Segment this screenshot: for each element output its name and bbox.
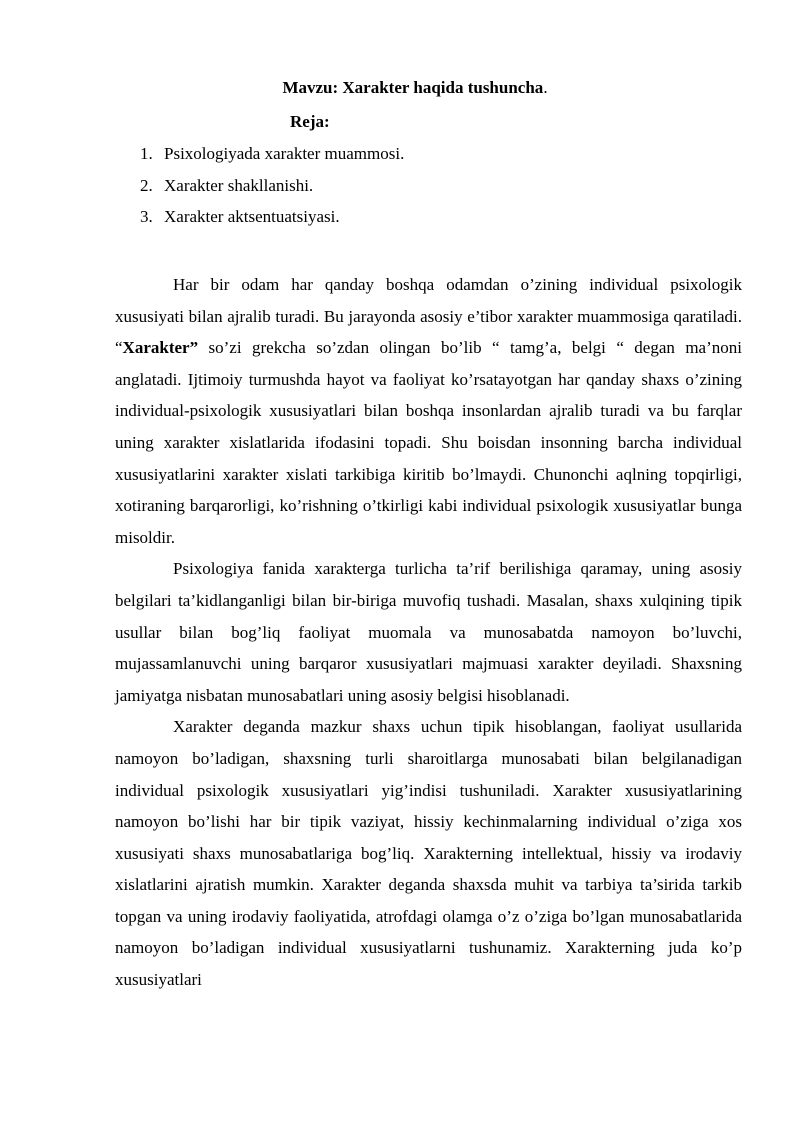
plan-item-number: 1. bbox=[140, 144, 153, 163]
plan-item bbox=[140, 176, 404, 208]
page-title bbox=[0, 78, 800, 98]
paragraph-text: Har bir odam har qanday boshqa odamdan o’zining individual psixologik xususiyati bilan ajralib turadi. Bu jarayonda asosiy e’tibor xarakter muammosiga qaratiladi. “ bbox=[115, 275, 742, 358]
paragraph bbox=[115, 269, 742, 553]
page-title-text: Mavzu: Xarakter haqida tushuncha bbox=[282, 78, 544, 97]
plan-item-number: 3. bbox=[140, 207, 153, 226]
plan-item bbox=[140, 207, 404, 239]
paragraph: Psixologiya fanida xarakterga turlicha ta’rif berilishiga qaramay, uning asosiy belgilari ta’kidlanganligi bilan bir-biriga muvofiq tushadi. Masalan, shaxs xulqining tipik usullar bilan bog’liq faoliyat muomala va munosabatda namoyon bo’luvchi, mujassamlanuvchi uning barqaror xususiyatlari majmuasi xarakter deyiladi. Shaxsning jamiyatga nisbatan munosabatlari uning asosiy belgisi hisoblanadi. bbox=[115, 559, 742, 705]
paragraph-bold-term: Xarakter” bbox=[122, 338, 199, 358]
page-title-period: . bbox=[543, 78, 548, 97]
plan-item-number: 2. bbox=[140, 175, 153, 195]
paragraph: Xarakter deganda mazkur shaxs uchun tipik hisoblangan, faoliyat usullarida namoyon bo’ladigan, shaxsning turli sharoitlarga munosabati bilan belgilanadigan individual psixologik xususiyatlari yig’indisi tushuniladi. Xarakter xususiyatlarining namoyon bo’lishi har bir tipik vaziyat, hissiy kechinmalarning individual o’ziga xos xususiyati shaxs munosabatlariga bog’liq. Xarakterning intellektual, hissiy va irodaviy xislatlarini ajratish mumkin. Xarakter deganda shaxsda muhit va tarbiya ta’sirida tarkib topgan va uning irodaviy faoliyatida, atrofdagi olamga o’z o’ziga bo’lgan munosabatlarida namoyon bo’ladigan individual xususiyatlarni tushunamiz. Xarakterning juda ko’p xususiyatlari bbox=[115, 717, 742, 990]
plan-item-text: Psixologiyada xarakter muammosi. bbox=[164, 144, 405, 163]
plan-item-text: Xarakter shakllanishi. bbox=[164, 175, 314, 195]
body-text bbox=[115, 269, 742, 996]
paragraph-text: so’zi grekcha so’zdan olingan bo’lib “ tamg’a, belgi “ degan ma’noni anglatadi. Ijtimoiy turmushda hayot va faoliyat ko’rsatayotgan har qanday shaxs o’zining individual-psixologik xususiyatlari bilan boshqa insonlardan ajralib turadi va bu farqlar uning xarakter xislatlarida ifodasini topadi. Shu boisdan insonning barcha individual xususiyatlarini xarakter xislati tarkibiga kiritib bo’lmaydi. Chunonchi aqlning topqirligi, xotiraning barqarorligi, ko’rishning o’tkirligi kabi individual psixologik xususiyatlar bunga misoldir. bbox=[115, 338, 742, 547]
plan-item bbox=[140, 144, 404, 176]
plan-list bbox=[140, 144, 404, 239]
plan-item-text: Xarakter aktsentuatsiyasi. bbox=[164, 207, 340, 226]
plan-heading: Reja: bbox=[290, 112, 330, 131]
